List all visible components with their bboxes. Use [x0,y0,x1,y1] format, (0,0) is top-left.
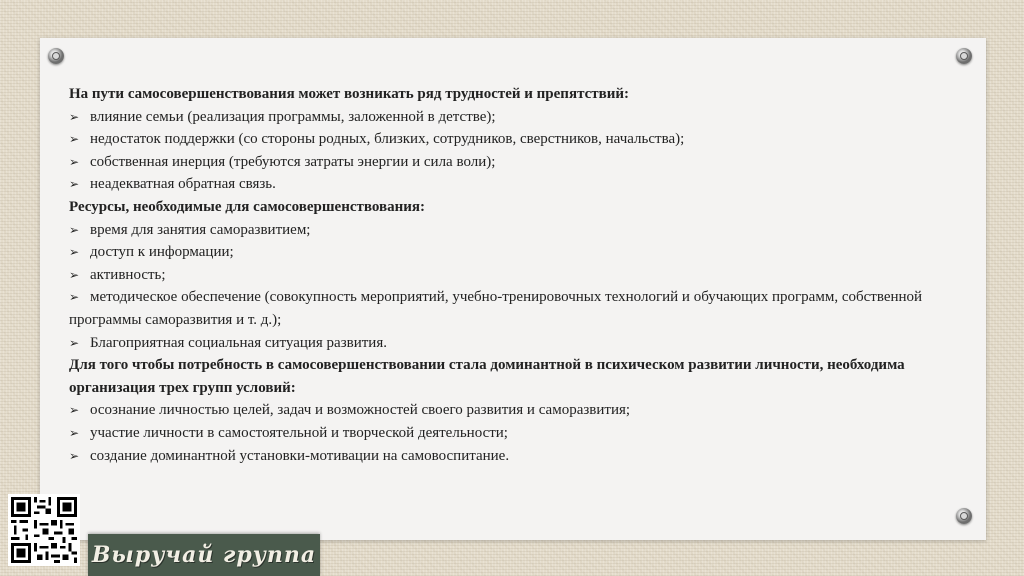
arrow-bullet-icon: ➢ [69,403,80,418]
pushpin-icon [956,48,972,64]
arrow-bullet-icon: ➢ [69,109,80,124]
list-item [69,219,949,242]
list-item [69,332,949,355]
arrow-bullet-icon: ➢ [69,267,80,282]
slide-text [69,83,949,467]
list-item [69,151,949,174]
list-item-text: создание доминантной установки-мотивации на самовоспитание. [90,447,510,464]
list-item-text: недостаток поддержки (со стороны родных, близких, сотрудников, сверстников, начальства); [90,131,685,148]
list-item [69,422,949,445]
list-item [69,264,949,287]
list-item [69,106,949,129]
section-heading: Для того чтобы потребность в самосовершенствовании стала доминантной в психическом развитии личности, необходима организация трех групп условий: [69,357,905,396]
arrow-bullet-icon: ➢ [69,245,80,260]
list-item-text: собственная инерция (требуются затраты энергии и сила воли); [90,153,496,170]
brand-text: Выручай группа [91,542,317,568]
list-item [69,399,949,422]
arrow-bullet-icon: ➢ [69,290,80,305]
qr-code-icon[interactable] [8,494,80,566]
section-heading: На пути самосовершенствования может возникать ряд трудностей и препятствий: [69,86,630,102]
arrow-bullet-icon: ➢ [69,448,80,463]
list-item-text: влияние семьи (реализация программы, заложенной в детстве); [90,108,496,125]
arrow-bullet-icon: ➢ [69,222,80,237]
list-item-text: время для занятия саморазвитием; [90,221,311,238]
arrow-bullet-icon: ➢ [69,335,80,350]
arrow-bullet-icon: ➢ [69,154,80,169]
list-item-text: доступ к информации; [90,244,234,261]
list-item [69,128,949,151]
pushpin-icon [48,48,64,64]
list-item-text: участие личности в самостоятельной и творческой деятельности; [90,424,508,441]
list-item [69,241,949,264]
list-item-text: осознание личностью целей, задач и возможностей своего развития и саморазвития; [90,402,631,419]
section-heading: Ресурсы, необходимые для самосовершенствования: [69,198,425,215]
arrow-bullet-icon: ➢ [69,177,80,192]
list-item [69,445,949,468]
list-item-text: методическое обеспечение (совокупность мероприятий, учебно-тренировочных технологий и обучающих программ, собственной программы саморазвития и т. д.); [69,289,923,328]
list-item [69,173,949,196]
brand-logo [88,534,320,576]
pushpin-icon [956,508,972,524]
list-item-text: неадекватная обратная связь. [90,176,276,193]
list-item [69,286,949,331]
arrow-bullet-icon: ➢ [69,132,80,147]
list-item-text: активность; [90,266,166,283]
arrow-bullet-icon: ➢ [69,425,80,440]
list-item-text: Благоприятная социальная ситуация развития. [90,334,387,351]
